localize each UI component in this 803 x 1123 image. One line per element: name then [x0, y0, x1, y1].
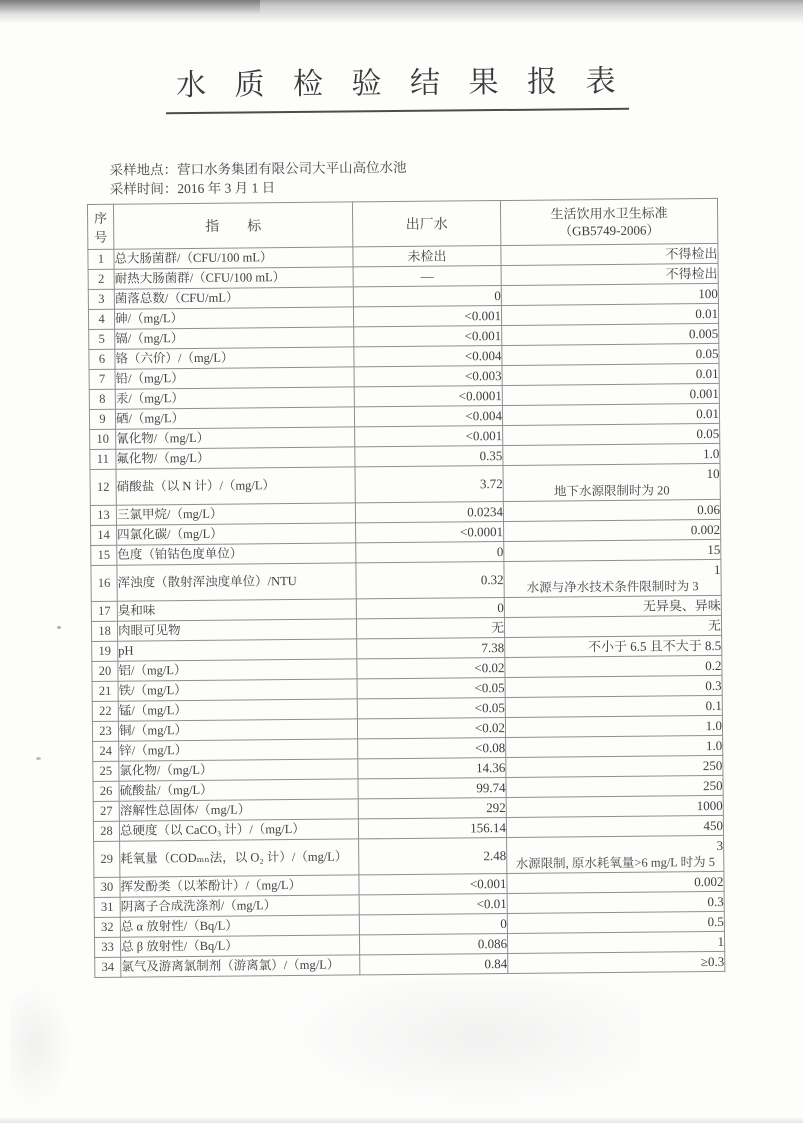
row-index: 12 — [90, 469, 116, 505]
row-indicator: 锌/（mg/L） — [119, 739, 358, 761]
row-index: 30 — [94, 877, 120, 897]
row-indicator: 四氯化碳/（mg/L） — [117, 523, 356, 545]
row-index: 31 — [94, 897, 120, 917]
row-indicator: 菌落总数/（CFU/mL） — [114, 287, 353, 309]
row-indicator: 硝酸盐（以 N 计）/（mg/L） — [116, 467, 355, 505]
row-index: 24 — [93, 741, 119, 761]
row-index: 32 — [94, 917, 120, 937]
row-standard-value: 250 — [506, 775, 723, 797]
row-index: 27 — [93, 801, 119, 821]
row-index: 4 — [88, 309, 114, 329]
row-standard-value: 0.05 — [502, 343, 719, 365]
row-standard-value: 0.005 — [502, 323, 719, 345]
row-index: 2 — [88, 269, 114, 289]
row-standard-value: 0.002 — [504, 519, 721, 541]
row-indicator: 溶解性总固体/（mg/L） — [119, 799, 358, 821]
scan-bleedthrough-left — [10, 985, 70, 1105]
row-index: 10 — [90, 429, 116, 449]
row-index: 25 — [93, 761, 119, 781]
row-factory-value: <0.05 — [357, 677, 505, 698]
row-factory-value: <0.05 — [357, 697, 505, 718]
row-factory-value: <0.0001 — [356, 522, 504, 543]
row-standard-value — [507, 835, 724, 873]
row-factory-value: <0.004 — [354, 406, 502, 427]
standard-limit: 3 — [716, 837, 724, 853]
row-factory-value: <0.001 — [353, 306, 501, 327]
row-indicator: 阴离子合成洗涤剂/（mg/L） — [120, 895, 359, 917]
row-index: 5 — [89, 329, 115, 349]
row-standard-value — [503, 463, 720, 501]
row-index: 6 — [89, 349, 115, 369]
row-index: 13 — [90, 505, 116, 525]
table-row — [91, 559, 721, 601]
row-index: 16 — [91, 565, 117, 601]
row-indicator: 总硬度（以 CaCO₃ 计）/（mg/L） — [119, 819, 358, 841]
row-indicator: 浑浊度（散射浑浊度单位）/NTU — [117, 563, 356, 601]
row-indicator: 肉眼可见物 — [117, 619, 356, 641]
row-standard-value: 0.3 — [507, 891, 724, 913]
standard-limit: 10 — [706, 465, 720, 482]
row-standard-value: 不得检出 — [501, 243, 718, 265]
row-factory-value: 无 — [356, 618, 504, 639]
row-factory-value: 0 — [359, 913, 507, 934]
row-index: 11 — [90, 449, 116, 469]
row-standard-value: 1.0 — [503, 443, 720, 465]
row-indicator: 锰/（mg/L） — [118, 699, 357, 721]
row-standard-value: 0.2 — [505, 655, 722, 677]
row-standard-value: 1.0 — [505, 715, 722, 737]
row-standard-value: 0.01 — [501, 303, 718, 325]
row-indicator: 镉/（mg/L） — [115, 327, 354, 349]
row-indicator: 挥发酚类（以苯酚计）/（mg/L） — [120, 875, 359, 897]
row-index: 1 — [88, 249, 114, 269]
sample-meta — [110, 154, 800, 199]
row-indicator: 总 α 放射性/（Bq/L） — [120, 915, 359, 937]
sample-time-value: 2016 年 3 月 1 日 — [177, 180, 276, 197]
row-index: 14 — [91, 525, 117, 545]
row-index: 9 — [89, 409, 115, 429]
row-indicator: 砷/（mg/L） — [114, 307, 353, 329]
row-index: 26 — [93, 781, 119, 801]
row-factory-value: 292 — [358, 797, 506, 818]
row-factory-value: — — [353, 266, 501, 287]
row-indicator: pH — [118, 639, 357, 661]
row-standard-value: 无异臭、异味 — [504, 595, 721, 617]
row-factory-value: 3.72 — [355, 466, 503, 503]
header-standard-line1: 生活饮用水卫生标准 — [550, 205, 668, 222]
row-factory-value: 0 — [356, 542, 504, 563]
header-index: 序号 — [87, 204, 113, 249]
row-standard-value: 1 — [507, 931, 724, 953]
header-standard-line2: （GB5749-2006） — [558, 222, 660, 239]
row-indicator: 铜/（mg/L） — [118, 719, 357, 741]
table-row — [90, 463, 720, 505]
row-index: 29 — [94, 841, 120, 877]
row-index: 8 — [89, 389, 115, 409]
row-factory-value: 0.0234 — [355, 502, 503, 523]
row-standard-value: 不得检出 — [501, 263, 718, 285]
row-index: 33 — [94, 937, 120, 957]
sample-location-label: 采样地点： — [109, 162, 178, 178]
header-standard — [500, 198, 717, 245]
row-indicator: 氟化物/（mg/L） — [116, 447, 355, 469]
row-indicator: 三氯甲烷/（mg/L） — [116, 503, 355, 525]
row-indicator: 总大肠菌群/（CFU/100 mL） — [114, 247, 353, 269]
row-standard-value: 0.06 — [503, 499, 720, 521]
row-indicator: 总 β 放射性/（Bq/L） — [120, 935, 359, 957]
row-index: 34 — [95, 957, 121, 977]
row-standard-value: 0.01 — [502, 363, 719, 385]
row-indicator: 铬（六价）/（mg/L） — [115, 347, 354, 369]
row-standard-value: 100 — [501, 283, 718, 305]
header-factory-water: 出厂水 — [352, 201, 500, 247]
row-indicator: 耐热大肠菌群/（CFU/100 mL） — [114, 267, 353, 289]
row-factory-value: 99.74 — [358, 777, 506, 798]
table-row — [94, 835, 724, 877]
row-standard-value: ≥0.3 — [508, 951, 725, 973]
row-standard-value: 1.0 — [506, 735, 723, 757]
row-indicator: 臭和味 — [117, 599, 356, 621]
results-table — [87, 198, 725, 978]
row-factory-value: <0.001 — [355, 426, 503, 447]
row-factory-value: <0.001 — [359, 873, 507, 894]
row-standard-value: 无 — [504, 615, 721, 637]
row-factory-value: 0.35 — [355, 446, 503, 467]
row-indicator: 铅/（mg/L） — [115, 367, 354, 389]
row-factory-value: 未检出 — [353, 246, 501, 267]
table-header-row — [87, 198, 717, 249]
row-indicator: 铝/（mg/L） — [118, 659, 357, 681]
row-factory-value: <0.02 — [357, 717, 505, 738]
row-factory-value: 0 — [356, 598, 504, 619]
row-factory-value: 156.14 — [358, 817, 506, 838]
page-title: 水 质 检 验 结 果 报 表 — [166, 56, 629, 114]
row-standard-value: 不小于 6.5 且不大于 8.5 — [505, 635, 722, 657]
row-factory-value: <0.004 — [354, 346, 502, 367]
row-factory-value: <0.02 — [357, 658, 505, 679]
row-factory-value: <0.0001 — [354, 386, 502, 407]
row-index: 28 — [93, 821, 119, 841]
row-index: 17 — [91, 601, 117, 621]
row-standard-value: 15 — [504, 539, 721, 561]
row-indicator: 硫酸盐/（mg/L） — [119, 779, 358, 801]
row-factory-value: 0.32 — [356, 562, 504, 599]
row-indicator: 氯化物/（mg/L） — [119, 759, 358, 781]
sample-time-label: 采样时间： — [109, 181, 178, 197]
row-standard-value: 250 — [506, 755, 723, 777]
scan-shadow-bottom — [0, 1117, 803, 1123]
row-factory-value: 0.84 — [360, 953, 508, 974]
row-factory-value: 2.48 — [359, 837, 507, 874]
row-factory-value: <0.08 — [358, 737, 506, 758]
row-factory-value: 7.38 — [357, 638, 505, 659]
header-indicator: 指 标 — [113, 202, 352, 249]
row-standard-value: 1000 — [506, 795, 723, 817]
row-factory-value: <0.003 — [354, 366, 502, 387]
scan-bleedthrough — [290, 980, 640, 1105]
row-indicator: 色度（铂钴色度单位） — [117, 543, 356, 565]
row-indicator: 氰化物/（mg/L） — [116, 427, 355, 449]
standard-note: 水源限制, 原水耗氧量>6 mg/L 时为 5 — [515, 854, 716, 871]
row-indicator: 汞/（mg/L） — [115, 387, 354, 409]
standard-note: 水源与净水技术条件限制时为 3 — [526, 579, 699, 595]
row-index: 20 — [92, 661, 118, 681]
row-index: 7 — [89, 369, 115, 389]
row-index: 19 — [92, 641, 118, 661]
row-standard-value: 0.002 — [507, 871, 724, 893]
row-standard-value: 0.05 — [503, 423, 720, 445]
row-factory-value: <0.001 — [354, 326, 502, 347]
standard-note: 地下水源限制时为 20 — [553, 483, 670, 499]
standard-limit: 1 — [713, 561, 721, 577]
row-factory-value: 0.086 — [359, 933, 507, 954]
row-factory-value: 0 — [353, 286, 501, 307]
results-table-body — [88, 243, 725, 977]
row-index: 21 — [92, 681, 118, 701]
row-factory-value: <0.01 — [359, 893, 507, 914]
row-standard-value: 0.01 — [502, 403, 719, 425]
row-indicator: 硒/（mg/L） — [115, 407, 354, 429]
row-index: 23 — [92, 721, 118, 741]
row-standard-value: 0.5 — [507, 911, 724, 933]
row-standard-value — [504, 559, 721, 597]
row-indicator: 氯气及游离氯制剂（游离氯）/（mg/L） — [121, 955, 360, 977]
row-index: 22 — [92, 701, 118, 721]
row-standard-value: 0.001 — [502, 383, 719, 405]
row-index: 3 — [88, 289, 114, 309]
row-standard-value: 0.1 — [505, 695, 722, 717]
row-standard-value: 0.3 — [505, 675, 722, 697]
row-indicator: 铁/（mg/L） — [118, 679, 357, 701]
row-index: 18 — [91, 621, 117, 641]
row-indicator: 耗氧量（CODₘₙ法，以 O₂ 计）/（mg/L） — [120, 839, 359, 877]
sample-location-value: 营口水务集团有限公司大平山高位水池 — [177, 159, 407, 178]
row-index: 15 — [91, 545, 117, 565]
row-factory-value: 14.36 — [358, 757, 506, 778]
row-standard-value: 450 — [506, 815, 723, 837]
